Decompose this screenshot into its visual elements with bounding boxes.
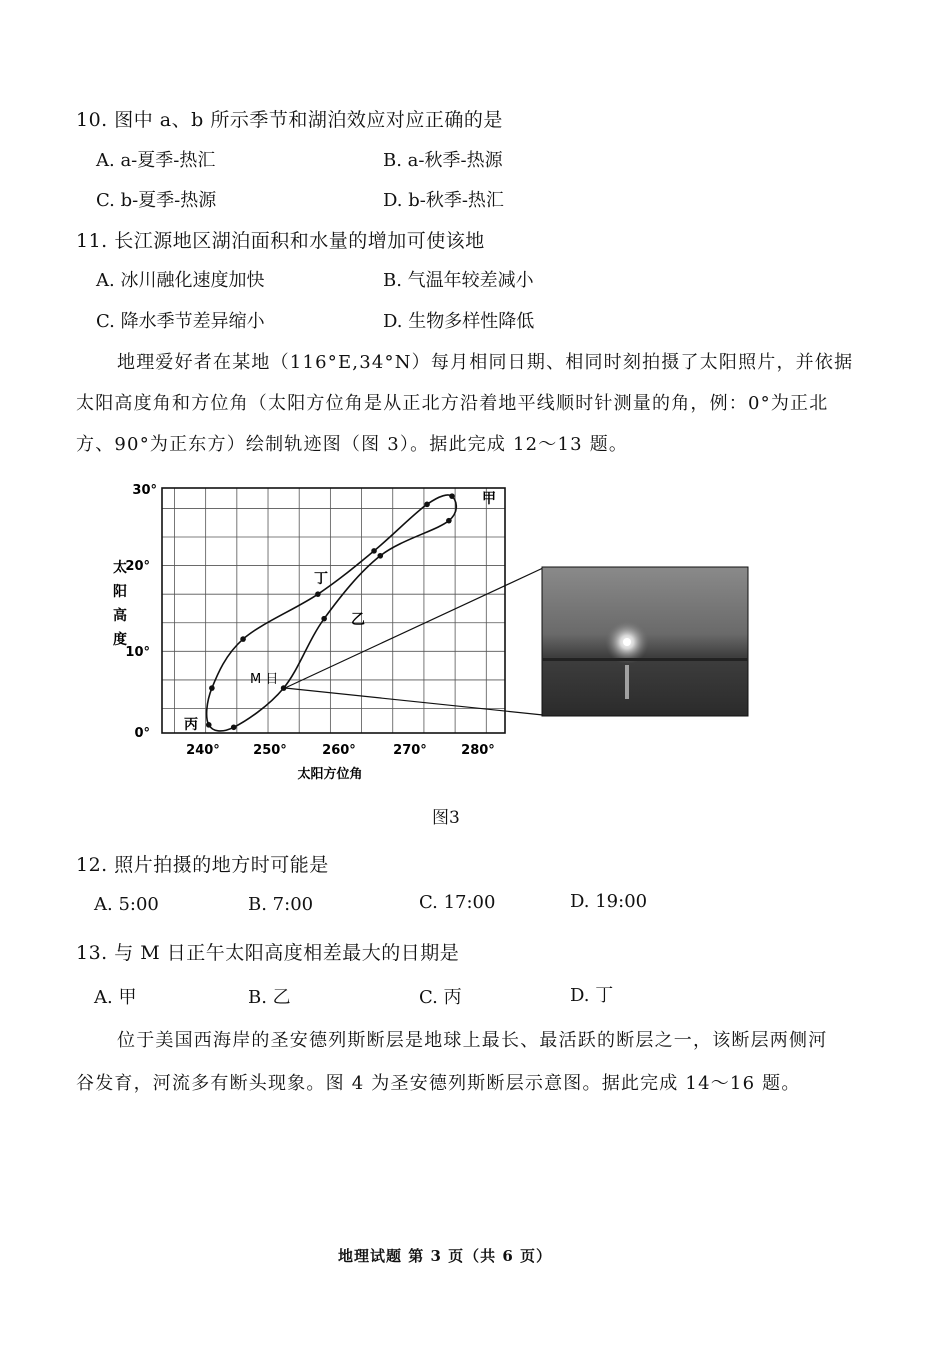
x-tick-label-250: 250°: [253, 743, 287, 758]
y-tick-label-30: 30°: [132, 483, 157, 498]
q10-option-c: C. b-夏季-热源: [96, 190, 217, 211]
x-tick-label-280: 280°: [461, 743, 495, 758]
sun-trajectory-path: [207, 495, 457, 731]
q13-stem: 13. 与 M 日正午太阳高度相差最大的日期是: [76, 942, 460, 964]
y-axis-title-char-2: 阳: [113, 584, 127, 600]
figure-3: [0, 470, 950, 800]
y-axis-title-char-3: 高: [113, 608, 127, 624]
y-axis-title-char-4: 度: [113, 632, 127, 648]
q11-stem: 11. 长江源地区湖泊面积和水量的增加可使该地: [76, 230, 485, 252]
q12-stem: 12. 照片拍摄的地方时可能是: [76, 854, 329, 876]
q10-stem: 10. 图中 a、b 所示季节和湖泊效应对应正确的是: [76, 109, 503, 131]
trajectory-point: [449, 493, 455, 499]
trajectory-point: [209, 685, 215, 691]
y-axis-title-char-1: 太: [113, 560, 127, 576]
trajectory-point: [377, 553, 383, 559]
q12-option-d: D. 19:00: [570, 891, 648, 912]
q11-option-d: D. 生物多样性降低: [383, 311, 535, 332]
label-bing: 丙: [184, 717, 198, 733]
trajectory-point: [315, 591, 321, 597]
q12-option-a: A. 5:00: [94, 894, 159, 915]
intro2-line1: 位于美国西海岸的圣安德列斯断层是地球上最长、最活跃的断层之一，该断层两侧河: [117, 1030, 828, 1051]
x-tick-labels: [186, 743, 495, 758]
y-tick-label-0: 0°: [134, 726, 150, 741]
q13-option-a: A. 甲: [94, 987, 137, 1008]
y-axis-title: [113, 559, 127, 648]
q10-option-a: A. a-夏季-热汇: [96, 150, 216, 171]
q11-option-a: A. 冰川融化速度加快: [96, 270, 265, 291]
trajectory-point: [321, 616, 327, 622]
q10-option-d: D. b-秋季-热汇: [383, 190, 504, 211]
x-tick-label-240: 240°: [186, 743, 220, 758]
trajectory-point: [446, 518, 452, 524]
trajectory-point: [231, 724, 237, 730]
q12-option-b: B. 7:00: [248, 894, 314, 915]
q11-option-c: C. 降水季节差异缩小: [96, 311, 265, 332]
x-tick-label-270: 270°: [393, 743, 427, 758]
q12-option-c: C. 17:00: [419, 892, 496, 913]
chart-grid: [162, 488, 505, 733]
intro1-line1: 地理爱好者在某地（116°E,34°N）每月相同日期、相同时刻拍摄了太阳照片，并依据: [117, 352, 854, 373]
label-m-day: M 日: [250, 672, 279, 687]
x-axis-title: 太阳方位角: [297, 767, 363, 782]
q10-option-b: B. a-秋季-热源: [383, 150, 503, 171]
photo-sun: [623, 638, 631, 646]
intro1-line3: 方、90°为正东方）绘制轨迹图（图 3）。据此完成 12～13 题。: [76, 434, 629, 455]
photo-sun-reflection: [625, 665, 629, 699]
y-tick-labels: [125, 483, 157, 741]
q13-option-b: B. 乙: [248, 987, 291, 1008]
trajectory-point: [206, 722, 212, 728]
trajectory-point: [371, 548, 377, 554]
intro1-line2: 太阳高度角和方位角（太阳方位角是从正北方沿着地平线顺时针测量的角，例：0°为正北: [76, 393, 829, 414]
y-tick-label-10: 10°: [125, 645, 150, 660]
plot-frame: [162, 488, 505, 733]
trajectory-point: [240, 636, 246, 642]
figure-3-caption: 图3: [432, 808, 460, 828]
sunset-photo: [542, 567, 748, 716]
label-jia: 甲: [482, 491, 496, 507]
q13-option-d: D. 丁: [570, 985, 614, 1006]
q13-option-c: C. 丙: [419, 987, 462, 1008]
trajectory-point: [424, 502, 430, 508]
q11-option-b: B. 气温年较差减小: [383, 270, 534, 291]
label-ding: 丁: [314, 571, 328, 587]
page-footer: 地理试题 第 3 页（共 6 页）: [338, 1247, 552, 1265]
x-tick-label-260: 260°: [322, 743, 356, 758]
photo-horizon: [542, 658, 748, 661]
y-tick-label-20: 20°: [125, 559, 150, 574]
label-yi: 乙: [351, 612, 365, 628]
intro2-line2: 谷发育，河流多有断头现象。图 4 为圣安德列斯断层示意图。据此完成 14～16 题。: [76, 1073, 801, 1094]
